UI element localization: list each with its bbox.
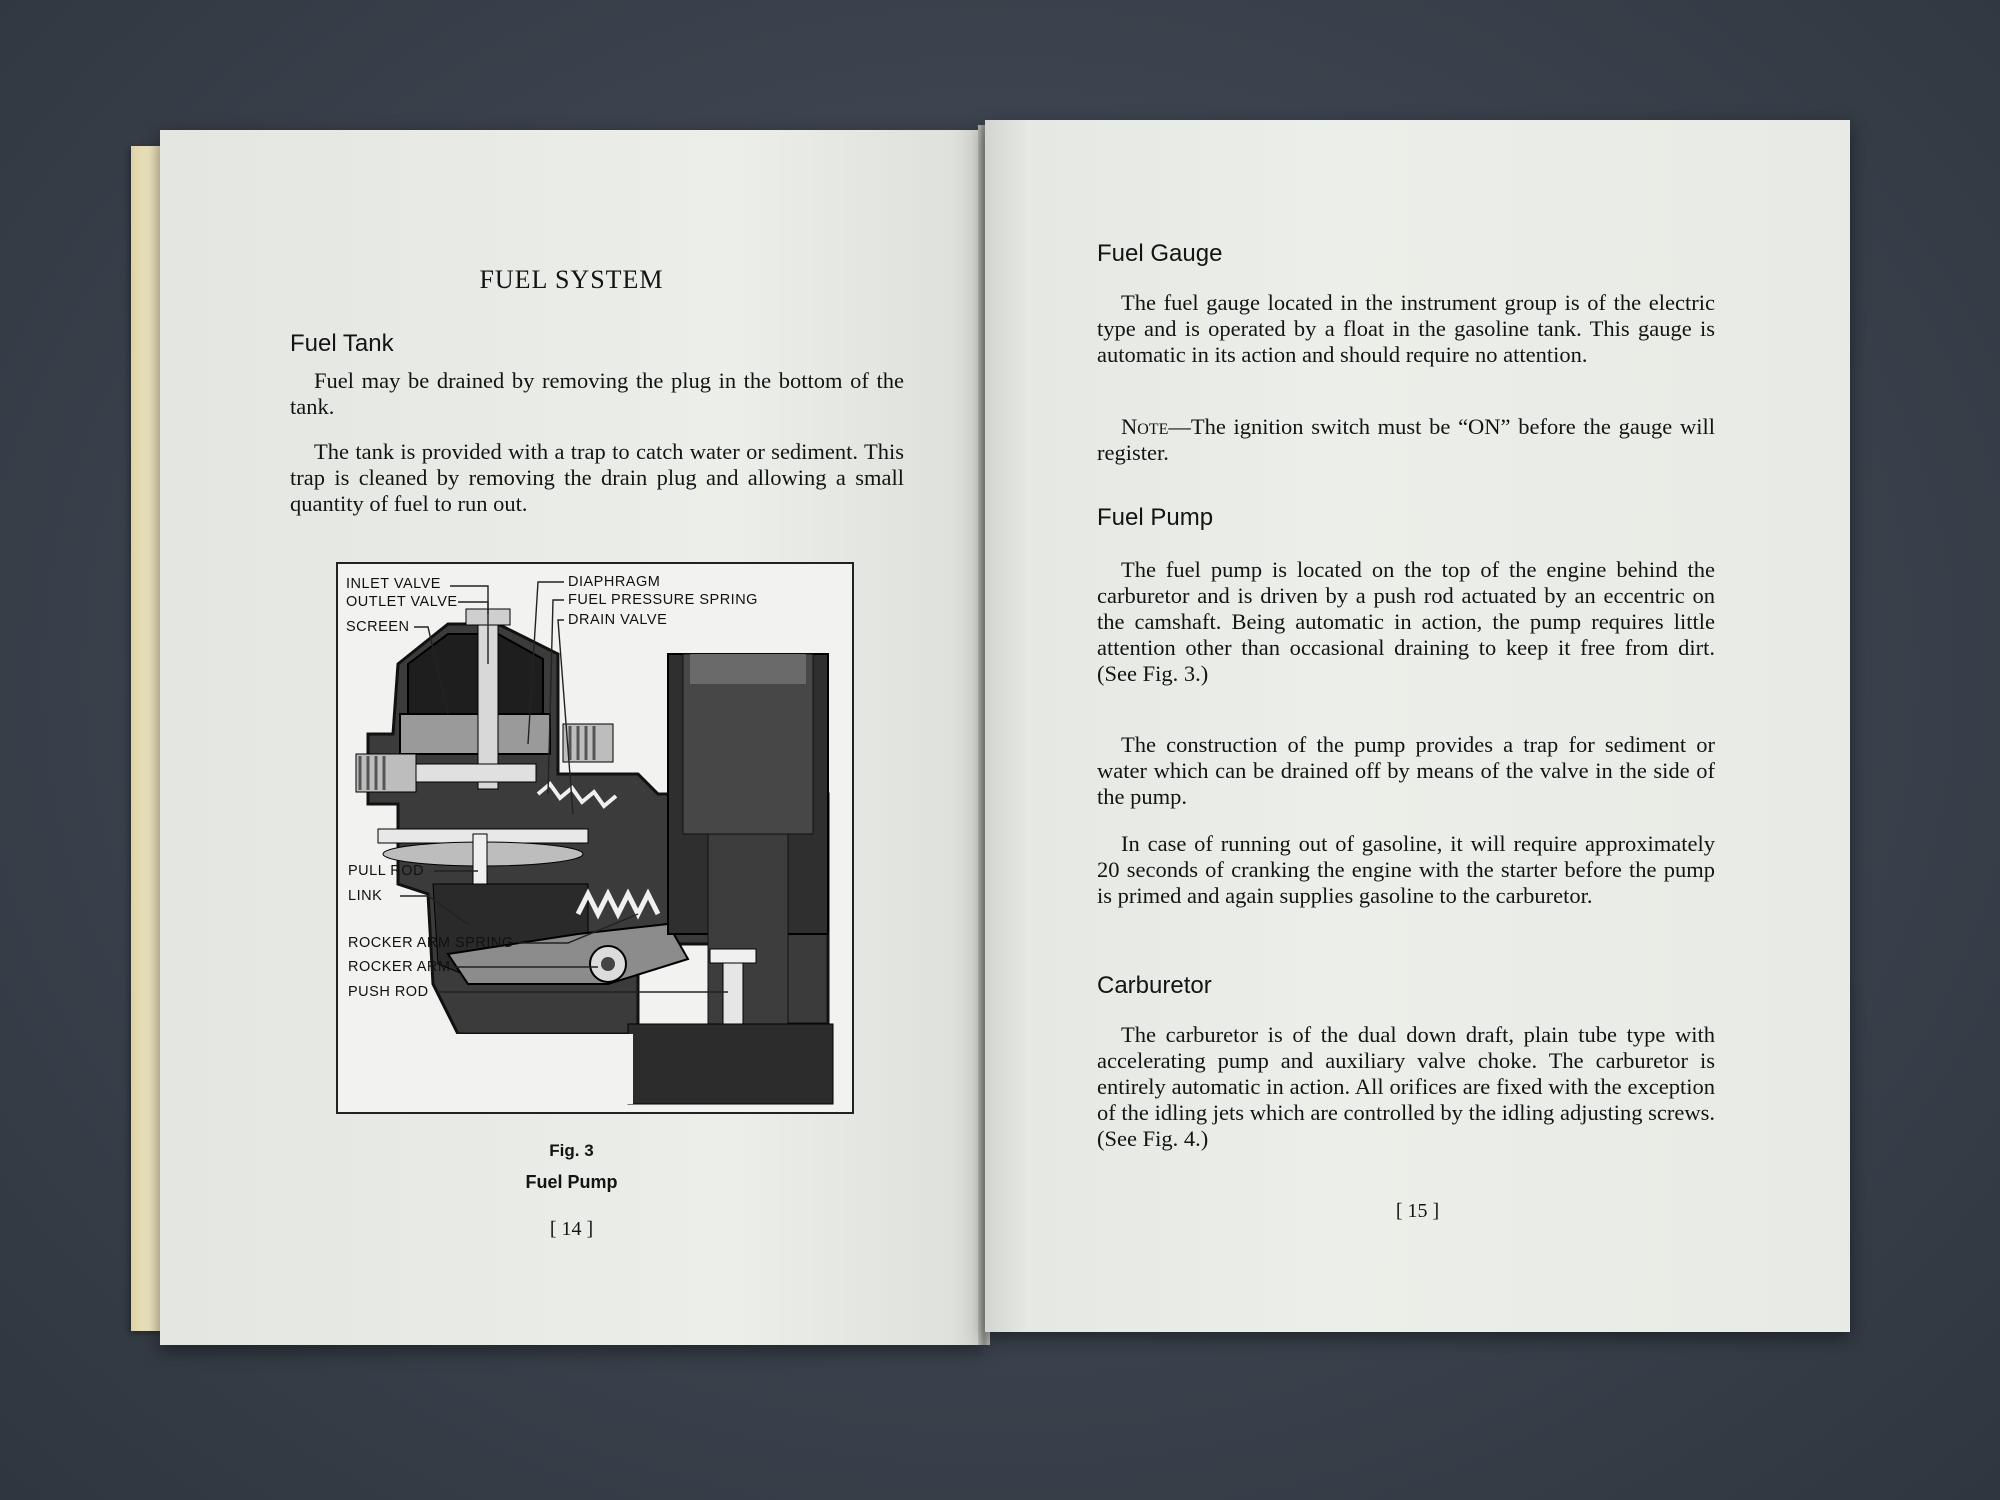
fuel-pump-paragraph-2: The construction of the pump provides a trap for sediment or water which can be drained off by means of the valve in the side of the pump. (1097, 732, 1715, 809)
label-drain-valve: DRAIN VALVE (568, 612, 668, 628)
label-pull-rod: PULL ROD (348, 863, 424, 879)
fuel-gauge-heading: Fuel Gauge (1097, 240, 1223, 267)
label-outlet-valve: OUTLET VALVE (346, 594, 458, 610)
figure-title: Fuel Pump (525, 1172, 618, 1192)
fuel-tank-paragraph-2: The tank is provided with a trap to catch water or sediment. This trap is cleaned by removing the drain plug and allowing a small quantity of fuel to run out. (290, 439, 904, 516)
carburetor-paragraph: The carburetor is of the dual down draft, plain tube type with accelerating pump and auxiliary valve choke. The carburetor is entirely automatic in action. All orifices are fixed with the exception of the idling jets which are controlled by the idling adjusting screws. (See Fig. 4.) (1097, 1022, 1715, 1151)
label-push-rod: PUSH ROD (348, 984, 429, 1000)
label-fuel-pressure-spring: FUEL PRESSURE SPRING (568, 592, 758, 608)
note-text: —The ignition switch must be “ON” before the gauge will register. (1097, 414, 1715, 465)
figure-number: Fig. 3 (549, 1141, 594, 1160)
fuel-tank-heading: Fuel Tank (290, 330, 394, 357)
page-number-right: [ 15 ] (1395, 1200, 1440, 1222)
label-diaphragm: DIAPHRAGM (568, 574, 661, 590)
cover-edge (131, 146, 161, 1331)
fuel-tank-paragraph-1: Fuel may be drained by removing the plug in the bottom of the tank. (290, 368, 904, 419)
page-number-left: [ 14 ] (549, 1218, 594, 1240)
fuel-gauge-note (1097, 414, 1715, 466)
carburetor-heading: Carburetor (1097, 972, 1212, 999)
fuel-pump-paragraph-1: The fuel pump is located on the top of the engine behind the carburetor and is driven by a push rod actuated by an eccentric on the camshaft. Being automatic in action, the pump requires little attention other than occasional draining to keep it free from dirt. (See Fig. 3.) (1097, 557, 1715, 686)
section-title: FUEL SYSTEM (479, 265, 664, 294)
fuel-pump-illustration (338, 564, 852, 1112)
fuel-pump-heading: Fuel Pump (1097, 504, 1214, 531)
fuel-pump-paragraph-3: In case of running out of gasoline, it will require approximately 20 seconds of cranking the engine with the starter before the pump is primed and again supplies gasoline to the carburetor. (1097, 831, 1715, 908)
right-page (985, 120, 1850, 1332)
label-link: LINK (348, 888, 383, 904)
label-rocker-arm: ROCKER ARM (348, 959, 451, 975)
left-page (160, 130, 983, 1345)
label-screen: SCREEN (346, 619, 410, 635)
label-rocker-arm-spring: ROCKER ARM SPRING (348, 935, 514, 951)
label-inlet-valve: INLET VALVE (346, 576, 441, 592)
fuel-pump-figure (336, 562, 854, 1114)
note-label: Note (1121, 414, 1169, 439)
fuel-gauge-paragraph: The fuel gauge located in the instrument group is of the electric type and is operated by a float in the gasoline tank. This gauge is automatic in its action and should require no attention. (1097, 290, 1715, 367)
